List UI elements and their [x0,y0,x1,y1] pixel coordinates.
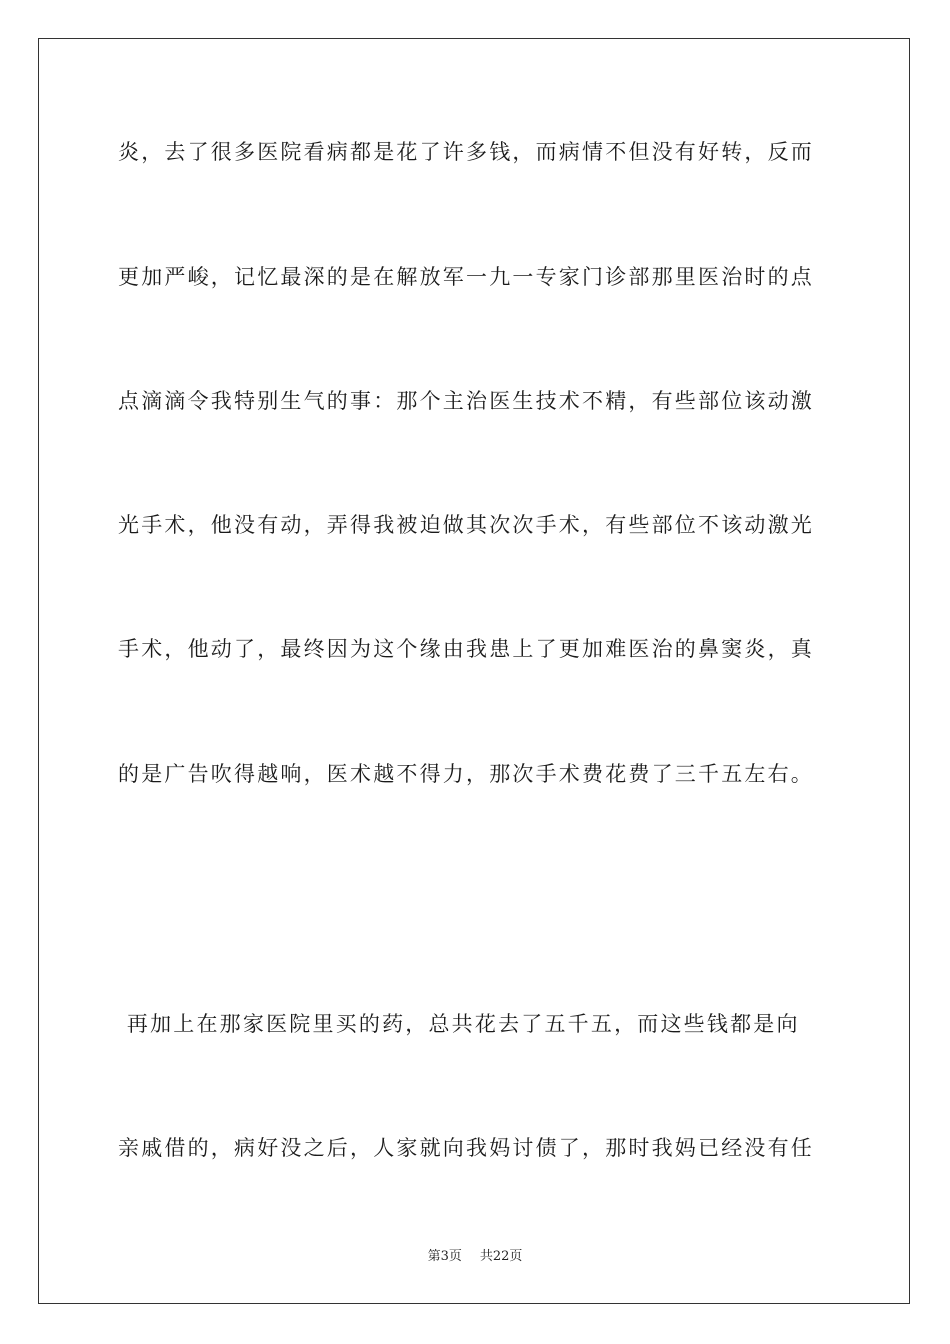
text-line: 炎，去了很多医院看病都是花了许多钱，而病情不但没有好转，反而 [118,140,814,164]
page-total: 共22页 [479,1249,523,1264]
text-line: 再加上在那家医院里买的药，总共花去了五千五，而这些钱都是向 [118,1012,800,1036]
text-line: 更加严峻，记忆最深的是在解放军一九一专家门诊部那里医治时的点 [118,265,814,289]
page-border [38,38,910,1304]
page-footer [0,1248,950,1266]
page-number: 第3页 [427,1249,462,1264]
text-line: 手术，他动了，最终因为这个缘由我患上了更加难医治的鼻窦炎，真 [118,637,814,661]
text-line: 的是广告吹得越响，医术越不得力，那次手术费花费了三千五左右。 [118,762,814,786]
text-line: 亲戚借的，病好没之后，人家就向我妈讨债了，那时我妈已经没有任 [118,1136,814,1160]
text-line: 光手术，他没有动，弄得我被迫做其次次手术，有些部位不该动激光 [118,513,814,537]
text-line: 点滴滴令我特别生气的事：那个主治医生技术不精，有些部位该动激 [118,389,814,413]
